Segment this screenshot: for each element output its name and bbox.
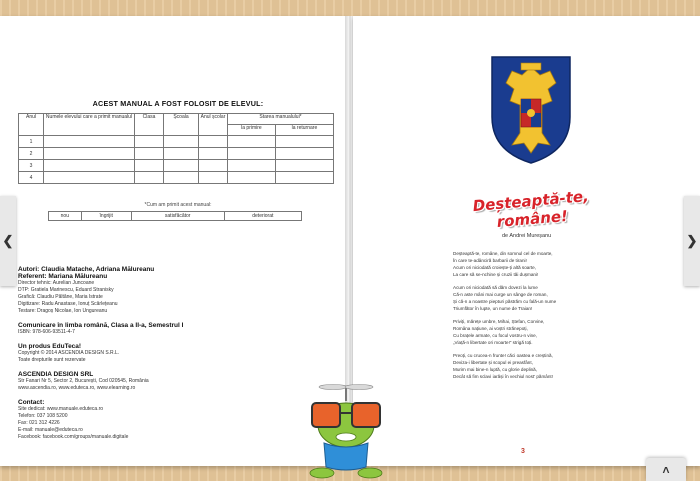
coat-of-arms-icon (490, 55, 572, 165)
header-on-return: la returnare (275, 125, 333, 136)
condition-damaged: deteriorat (224, 212, 301, 221)
stanza (453, 250, 613, 278)
verse-line: Acum ori niciodată croiește-ți altă soarte, (453, 265, 536, 270)
verse-line: Româna națiune, ai voștri strănepoți, (453, 326, 528, 331)
table-row (19, 160, 334, 172)
staff-line: Digitizare: Radu Anastase, Ionuț Scârlețeanu (18, 301, 118, 307)
contact-title: Contact: (18, 399, 45, 406)
authors-line: Autori: Claudia Matache, Adriana Mălureanu (18, 266, 155, 273)
staff-line: Grafică: Claudiu Păltăne, Maria Istrate (18, 294, 103, 300)
stanza (453, 352, 613, 380)
anthem-verses (453, 250, 613, 386)
credits-block (18, 266, 338, 441)
verse-line: Cu brațele armate, cu focul vostru-n vine, (453, 333, 538, 338)
verse-line: Triumfător în lupte, un nume de Traian! (453, 306, 533, 311)
condition-cared: îngrijit (81, 212, 131, 221)
contact-line: E-mail: manuale@eduteca.ro (18, 427, 83, 433)
staff-line: DTP: Gratiela Marinescu, Eduard Stranisky (18, 287, 114, 293)
verse-line: Priviți, mărețe umbre, Mihai, Ștefan, Corvine, (453, 319, 545, 324)
stanza (453, 318, 613, 346)
verse-line: „Viață-n libertate ori moarte!” strigă toți. (453, 340, 533, 345)
previous-page-button[interactable] (0, 196, 16, 286)
referent-line: Referent: Mariana Mălureanu (18, 273, 108, 280)
rights-line: Toate drepturile sunt rezervate (18, 357, 86, 363)
verse-line: În care te-adânciră barbarii de tirani! (453, 258, 527, 263)
header-condition: Starea manualului* (228, 114, 334, 125)
header-year: Anul (19, 114, 44, 136)
course-line: Comunicare în limba română, Clasa a II-a, Semestrul I (18, 322, 184, 329)
student-register-table (18, 113, 334, 184)
table-row (19, 136, 334, 148)
staff-line: Director tehnic: Aurelian Juncoane (18, 280, 95, 286)
chevron-up-icon: ˄ (662, 462, 670, 477)
verse-line: Că-n aste mâni mai curge un sânge de roman, (453, 292, 548, 297)
verse-line: Decât să fim sclavi iarăși în vechiul nost' pământ! (453, 374, 553, 379)
row-number: 1 (19, 136, 44, 148)
table-row (19, 172, 334, 184)
header-school-year: Anul școlar (199, 114, 228, 136)
row-number: 4 (19, 172, 44, 184)
header-class: Clasa (135, 114, 164, 136)
websites-line: www.ascendia.ro, www.eduteca.ro, www.elearning.ro (18, 385, 136, 391)
anthem-title: Deșteaptă-te, române! (471, 186, 590, 232)
left-page (0, 16, 347, 466)
anthem-author: de Andrei Mureșanu (502, 233, 552, 239)
row-number: 2 (19, 148, 44, 160)
condition-footnote: *Cum am primit acest manual: (144, 202, 212, 208)
table-row (19, 148, 334, 160)
verse-line: Deviza-i libertate și scopul ei preasfânt, (453, 360, 533, 365)
copyright-line: Copyright © 2014 ASCENDIA DESIGN S.R.L. (18, 350, 120, 356)
contact-line: Site dedicat: www.manuale.eduteca.ro (18, 406, 104, 412)
product-line: Un produs EduTeca! (18, 343, 82, 350)
verse-line: La care să se-nchine și cruzii tăi dușmani! (453, 272, 539, 277)
header-school: Școala (164, 114, 199, 136)
row-number: 3 (19, 160, 44, 172)
header-on-receipt: la primire (228, 125, 276, 136)
isbn-line: ISBN: 978-606-93511-4-7 (18, 329, 75, 335)
next-page-button[interactable] (684, 196, 700, 286)
scroll-up-button[interactable] (646, 458, 686, 481)
condition-options-table (48, 211, 302, 221)
verse-line: Deșteaptă-te, române, din somnul cel de moarte, (453, 251, 553, 256)
stanza (453, 284, 613, 312)
address-line: Str Fanari Nr 5, Sector 2, București, Cod 020545, România (18, 378, 149, 384)
chevron-left-icon: ❮ (2, 233, 14, 248)
contact-line: Facebook: facebook.com/groups/manuale.digitale (18, 434, 129, 440)
header-student-name: Numele elevului care a primit manualul (44, 114, 135, 136)
contact-line: Fax: 021 312 4226 (18, 420, 60, 426)
chevron-right-icon: ❯ (686, 233, 698, 248)
verse-line: Acum ori niciodată să dăm dovezi la lume (453, 285, 538, 290)
manual-usage-title: ACEST MANUAL A FOST FOLOSIT DE ELEVUL: (92, 99, 264, 108)
frog-mascot-icon[interactable] (300, 381, 392, 481)
verse-line: Și că-n a noastre piepturi păstrăm cu fală-un nume (453, 299, 557, 304)
company-name: ASCENDIA DESIGN SRL (18, 371, 94, 378)
condition-satisfactory: satisfăcător (131, 212, 224, 221)
staff-line: Testare: Dragoș Nicolae, Ion Ungureanu (18, 308, 108, 314)
condition-new: nou (49, 212, 82, 221)
contact-line: Telefon: 037 108 5200 (18, 413, 68, 419)
verse-line: Murim mai bine-n luptă, cu glorie deplină, (453, 367, 538, 372)
verse-line: Preoți, cu crucea-n frunte! căci oastea e creștină, (453, 353, 553, 358)
page-number: 3 (521, 448, 525, 455)
